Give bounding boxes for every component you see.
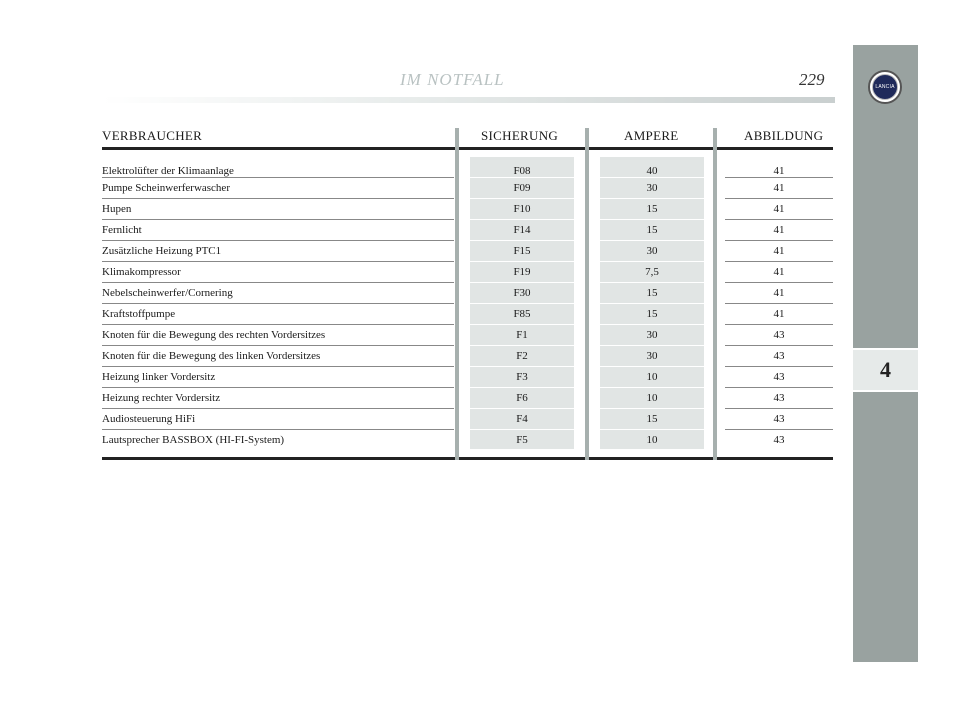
table-row	[102, 178, 833, 199]
cell-consumer: Klimakompressor	[102, 266, 181, 278]
cell-fuse: F09	[513, 182, 531, 194]
cell-consumer: Hupen	[102, 203, 132, 215]
table-row	[102, 241, 833, 262]
cell-ampere: 15	[646, 413, 658, 425]
cell-figure: 41	[773, 287, 785, 299]
table-row	[102, 199, 833, 220]
cell-fuse: F4	[516, 413, 528, 425]
logo-text: LANCIA	[875, 84, 895, 90]
cell-consumer: Pumpe Scheinwerferwascher	[102, 182, 230, 194]
cell-fuse: F19	[513, 266, 531, 278]
table-row	[102, 220, 833, 241]
cell-ampere: 10	[646, 434, 658, 446]
cell-ampere: 10	[646, 371, 658, 383]
table-header-consumer: VERBRAUCHER	[102, 128, 203, 143]
cell-fuse: F2	[516, 350, 528, 362]
cell-figure: 43	[773, 413, 785, 425]
cell-consumer: Kraftstoffpumpe	[102, 308, 176, 320]
logo-shield	[872, 74, 898, 100]
cell-fuse: F10	[513, 203, 531, 215]
cell-ampere: 15	[646, 308, 658, 320]
chapter-tab[interactable]: 4	[853, 350, 918, 390]
cell-consumer: Knoten für die Bewegung des rechten Vordersitzes	[102, 329, 326, 341]
cell-consumer: Lautsprecher BASSBOX (HI-FI-System)	[102, 434, 285, 446]
cell-ampere: 15	[646, 224, 658, 236]
table-row	[102, 409, 833, 430]
cell-figure: 41	[773, 245, 785, 257]
table-header-ampere: AMPERE	[624, 128, 679, 143]
table-row	[102, 304, 833, 325]
table-header-fuse: SICHERUNG	[481, 128, 559, 143]
cell-ampere: 30	[646, 245, 658, 257]
cell-ampere: 30	[646, 182, 658, 194]
table-bottom-rule	[102, 457, 833, 460]
cell-ampere: 15	[646, 287, 658, 299]
cell-fuse: F08	[513, 165, 531, 177]
cell-ampere: 40	[646, 165, 658, 177]
table-row	[102, 346, 833, 367]
cell-fuse: F1	[516, 329, 528, 341]
table-row	[102, 325, 833, 346]
table-row	[102, 367, 833, 388]
table-row	[102, 430, 833, 451]
table-row	[102, 388, 833, 409]
cell-figure: 43	[773, 350, 785, 362]
table-header-figure: ABBILDUNG	[744, 128, 824, 143]
cell-figure: 41	[773, 182, 785, 194]
cell-consumer: Audiosteuerung HiFi	[102, 413, 196, 425]
cell-fuse: F85	[513, 308, 531, 320]
table-row	[102, 283, 833, 304]
cell-figure: 41	[773, 224, 785, 236]
cell-fuse: F30	[513, 287, 531, 299]
cell-fuse: F15	[513, 245, 531, 257]
table-row	[102, 262, 833, 283]
cell-figure: 43	[773, 434, 785, 446]
cell-ampere: 15	[646, 203, 658, 215]
table-row	[102, 157, 833, 178]
cell-fuse: F5	[516, 434, 528, 446]
cell-fuse: F14	[513, 224, 531, 236]
table-top-rule	[102, 147, 833, 150]
cell-consumer: Heizung linker Vordersitz	[102, 371, 216, 383]
cell-consumer: Zusätzliche Heizung PTC1	[102, 245, 222, 257]
cell-figure: 43	[773, 392, 785, 404]
cell-ampere: 7,5	[645, 266, 659, 278]
page-number: 229	[799, 70, 825, 89]
cell-ampere: 30	[646, 329, 658, 341]
cell-figure: 41	[773, 266, 785, 278]
cell-consumer: Nebelscheinwerfer/Cornering	[102, 287, 233, 299]
lancia-logo-icon	[868, 70, 902, 104]
header-title: IM NOTFALL	[400, 70, 505, 89]
cell-ampere: 30	[646, 350, 658, 362]
header-rule	[102, 97, 835, 103]
chapter-divider-bottom	[853, 390, 918, 392]
cell-figure: 43	[773, 371, 785, 383]
cell-fuse: F6	[516, 392, 528, 404]
cell-figure: 41	[773, 308, 785, 320]
cell-figure: 41	[773, 203, 785, 215]
cell-consumer: Knoten für die Bewegung des linken Vordersitzes	[102, 350, 321, 362]
cell-figure: 41	[773, 165, 785, 177]
cell-figure: 43	[773, 329, 785, 341]
cell-consumer: Elektrolüfter der Klimaanlage	[102, 165, 234, 177]
cell-ampere: 10	[646, 392, 658, 404]
cell-consumer: Fernlicht	[102, 224, 142, 236]
cell-fuse: F3	[516, 371, 528, 383]
cell-consumer: Heizung rechter Vordersitz	[102, 392, 221, 404]
